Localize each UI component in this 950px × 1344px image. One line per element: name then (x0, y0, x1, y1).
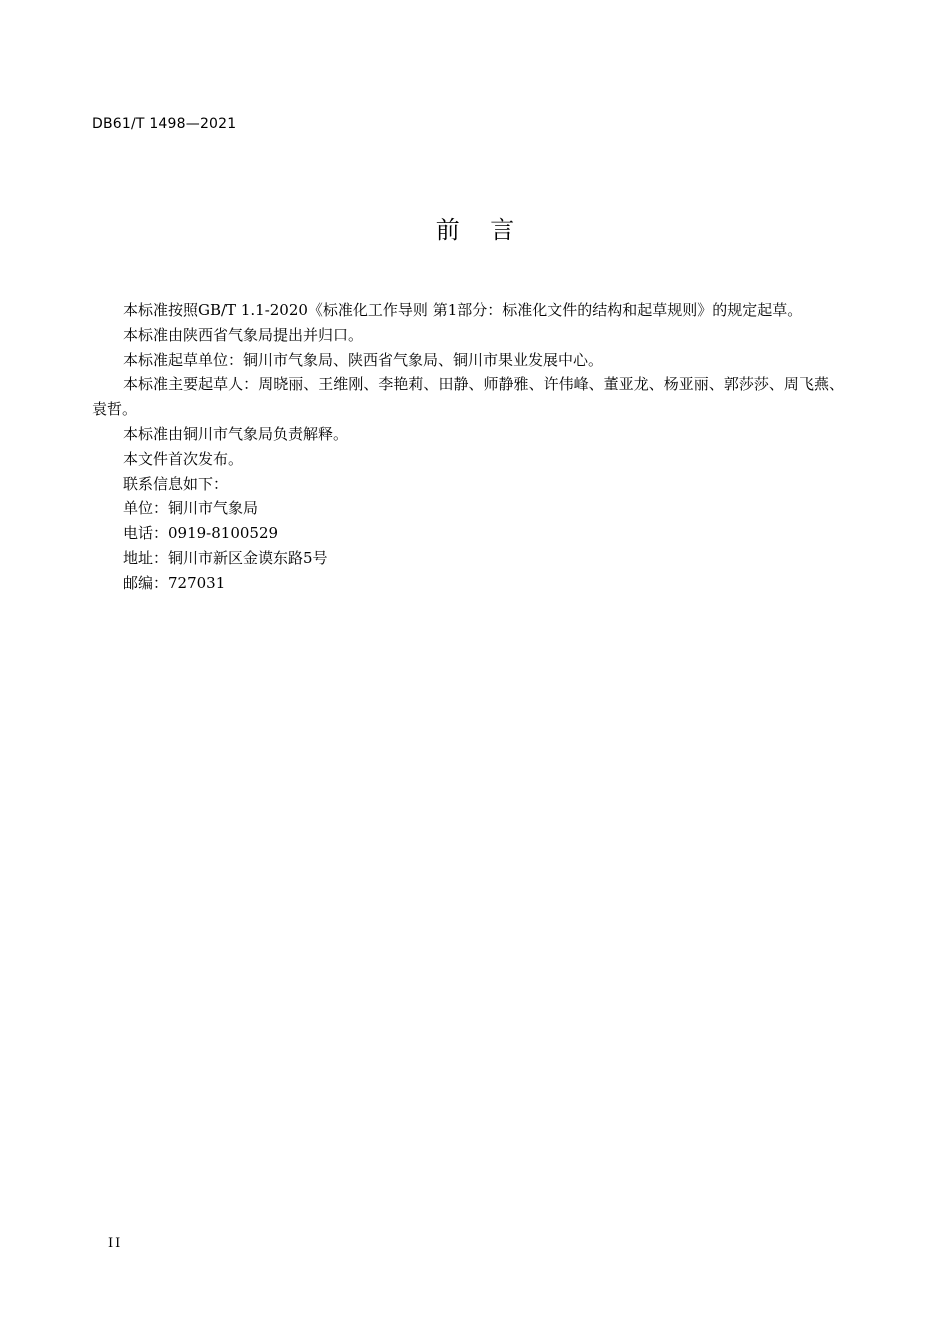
page-title: 前 言 (435, 216, 515, 244)
paragraph-first-release: 本文件首次发布。 (123, 449, 244, 468)
paragraph-contact-address: 地址：铜川市新区金谟东路5号 (123, 548, 328, 567)
paragraph-contact-unit: 单位：铜川市气象局 (123, 499, 259, 518)
paragraph-contact-phone: 电话：0919-8100529 (123, 524, 279, 543)
standard-code: DB61/T 1498—2021 (92, 116, 237, 132)
paragraph-drafting-units: 本标准起草单位：铜川市气象局、陕西省气象局、铜川市果业发展中心。 (123, 350, 604, 369)
page-number: II (108, 1236, 123, 1251)
paragraph-interpretation: 本标准由铜川市气象局负责解释。 (123, 424, 349, 443)
paragraph-contact-postcode: 邮编：727031 (123, 573, 226, 592)
paragraph-contact-heading: 联系信息如下： (123, 474, 229, 493)
foreword-body (92, 298, 844, 596)
paragraph-proposer: 本标准由陕西省气象局提出并归口。 (123, 325, 364, 344)
paragraph-drafting-rules: 本标准按照GB/T 1.1-2020《标准化工作导则 第1部分：标准化文件的结构和起草规则》的规定起草。 (123, 301, 803, 319)
paragraph-drafters: 本标准主要起草人：周晓丽、王维刚、李艳莉、田静、师静雅、许伟峰、董亚龙、杨亚丽、郭莎莎、周飞燕、袁哲。 (92, 375, 844, 419)
